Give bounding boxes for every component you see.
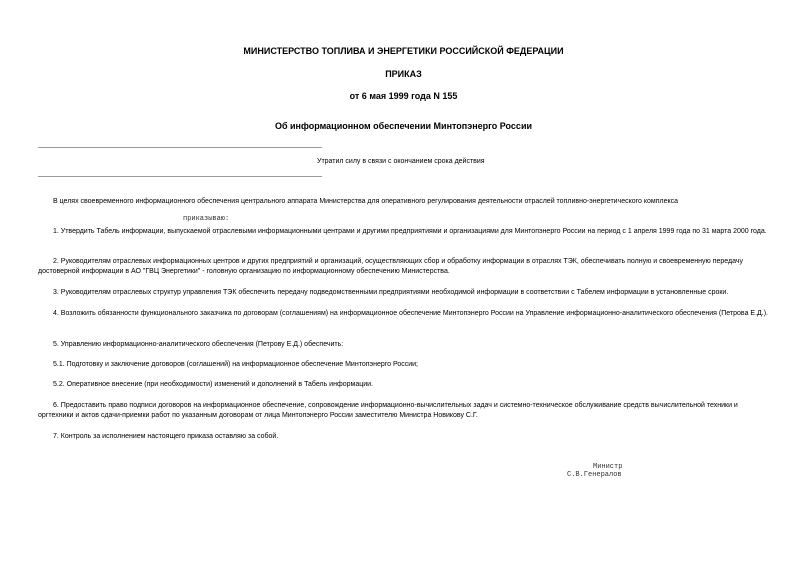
paragraph-item-5: 5. Управлению информационно-аналитического обеспечения (Петрову Е.Д.) обеспечить:	[53, 341, 344, 348]
signature-name: С.В.Генералов	[567, 471, 622, 479]
date-number-heading: от 6 мая 1999 года N 155	[349, 91, 458, 101]
divider-bottom	[38, 176, 322, 177]
document-type-heading: ПРИКАЗ	[385, 69, 422, 79]
paragraph-item-2: 2. Руководителям отраслевых информационных центров и других предприятий и организаций, осуществляющих сбор и обработку информации в отраслях ТЭК, обеспечивать полную и своевременную передачу достоверной информации в АО "ГВЦ Энергетики" - головную организацию по информационному обеспечению Министерства.	[38, 258, 743, 275]
paragraph-item-3: 3. Руководителям отраслевых структур управления ТЭК обеспечить передачу подведомственными предприятиями необходимой информации в соответствии с Табелем информации в установленные сроки.	[53, 289, 729, 296]
paragraph-item-5-2: 5.2. Оперативное внесение (при необходимости) изменений и дополнений в Табель информации.	[53, 381, 373, 388]
paragraph-item-7: 7. Контроль за исполнением настоящего приказа оставляю за собой.	[53, 433, 279, 440]
divider-top	[38, 147, 322, 148]
paragraph-item-1: 1. Утвердить Табель информации, выпускаемой отраслевыми информационными центрами и другими предприятиями и организациями для Минтопэнерго России на период с 1 апреля 1999 года по 31 марта 2000 года.	[53, 228, 767, 235]
ministry-heading: МИНИСТЕРСТВО ТОПЛИВА И ЭНЕРГЕТИКИ РОССИЙСКОЙ ФЕДЕРАЦИИ	[243, 46, 564, 56]
paragraph-item-5-1: 5.1. Подготовку и заключение договоров (соглашений) на информационное обеспечение Минтопэнерго России;	[53, 361, 419, 368]
order-word: приказываю:	[183, 215, 230, 223]
paragraph-item-6: 6. Предоставить право подписи договоров на информационное обеспечение, сопровождение информационно-вычислительных задач и системно-техническое обслуживание средств вычислительной техники и оргтехники и актов сдачи-приемки работ по указанным договорам от лица Минтопэнерго России заместителю Министра Новикову С.Г.	[38, 402, 738, 419]
paragraph-item-4: 4. Возложить обязанности функционального заказчика по договорам (соглашениям) на информационное обеспечение Минтопэнерго России на Управление информационно-аналитического обеспечения (Петрова Е.Д.).	[53, 310, 768, 317]
signature-position: Министр	[593, 463, 623, 471]
document-title: Об информационном обеспечении Минтопэнерго России	[274, 121, 533, 131]
preamble-paragraph: В целях своевременного информационного обеспечения центрального аппарата Министерства для оперативного регулирования деятельности отраслей топливно-энергетического комплекса	[53, 198, 679, 205]
status-note: Утратил силу в связи с окончанием срока действия	[317, 158, 485, 165]
